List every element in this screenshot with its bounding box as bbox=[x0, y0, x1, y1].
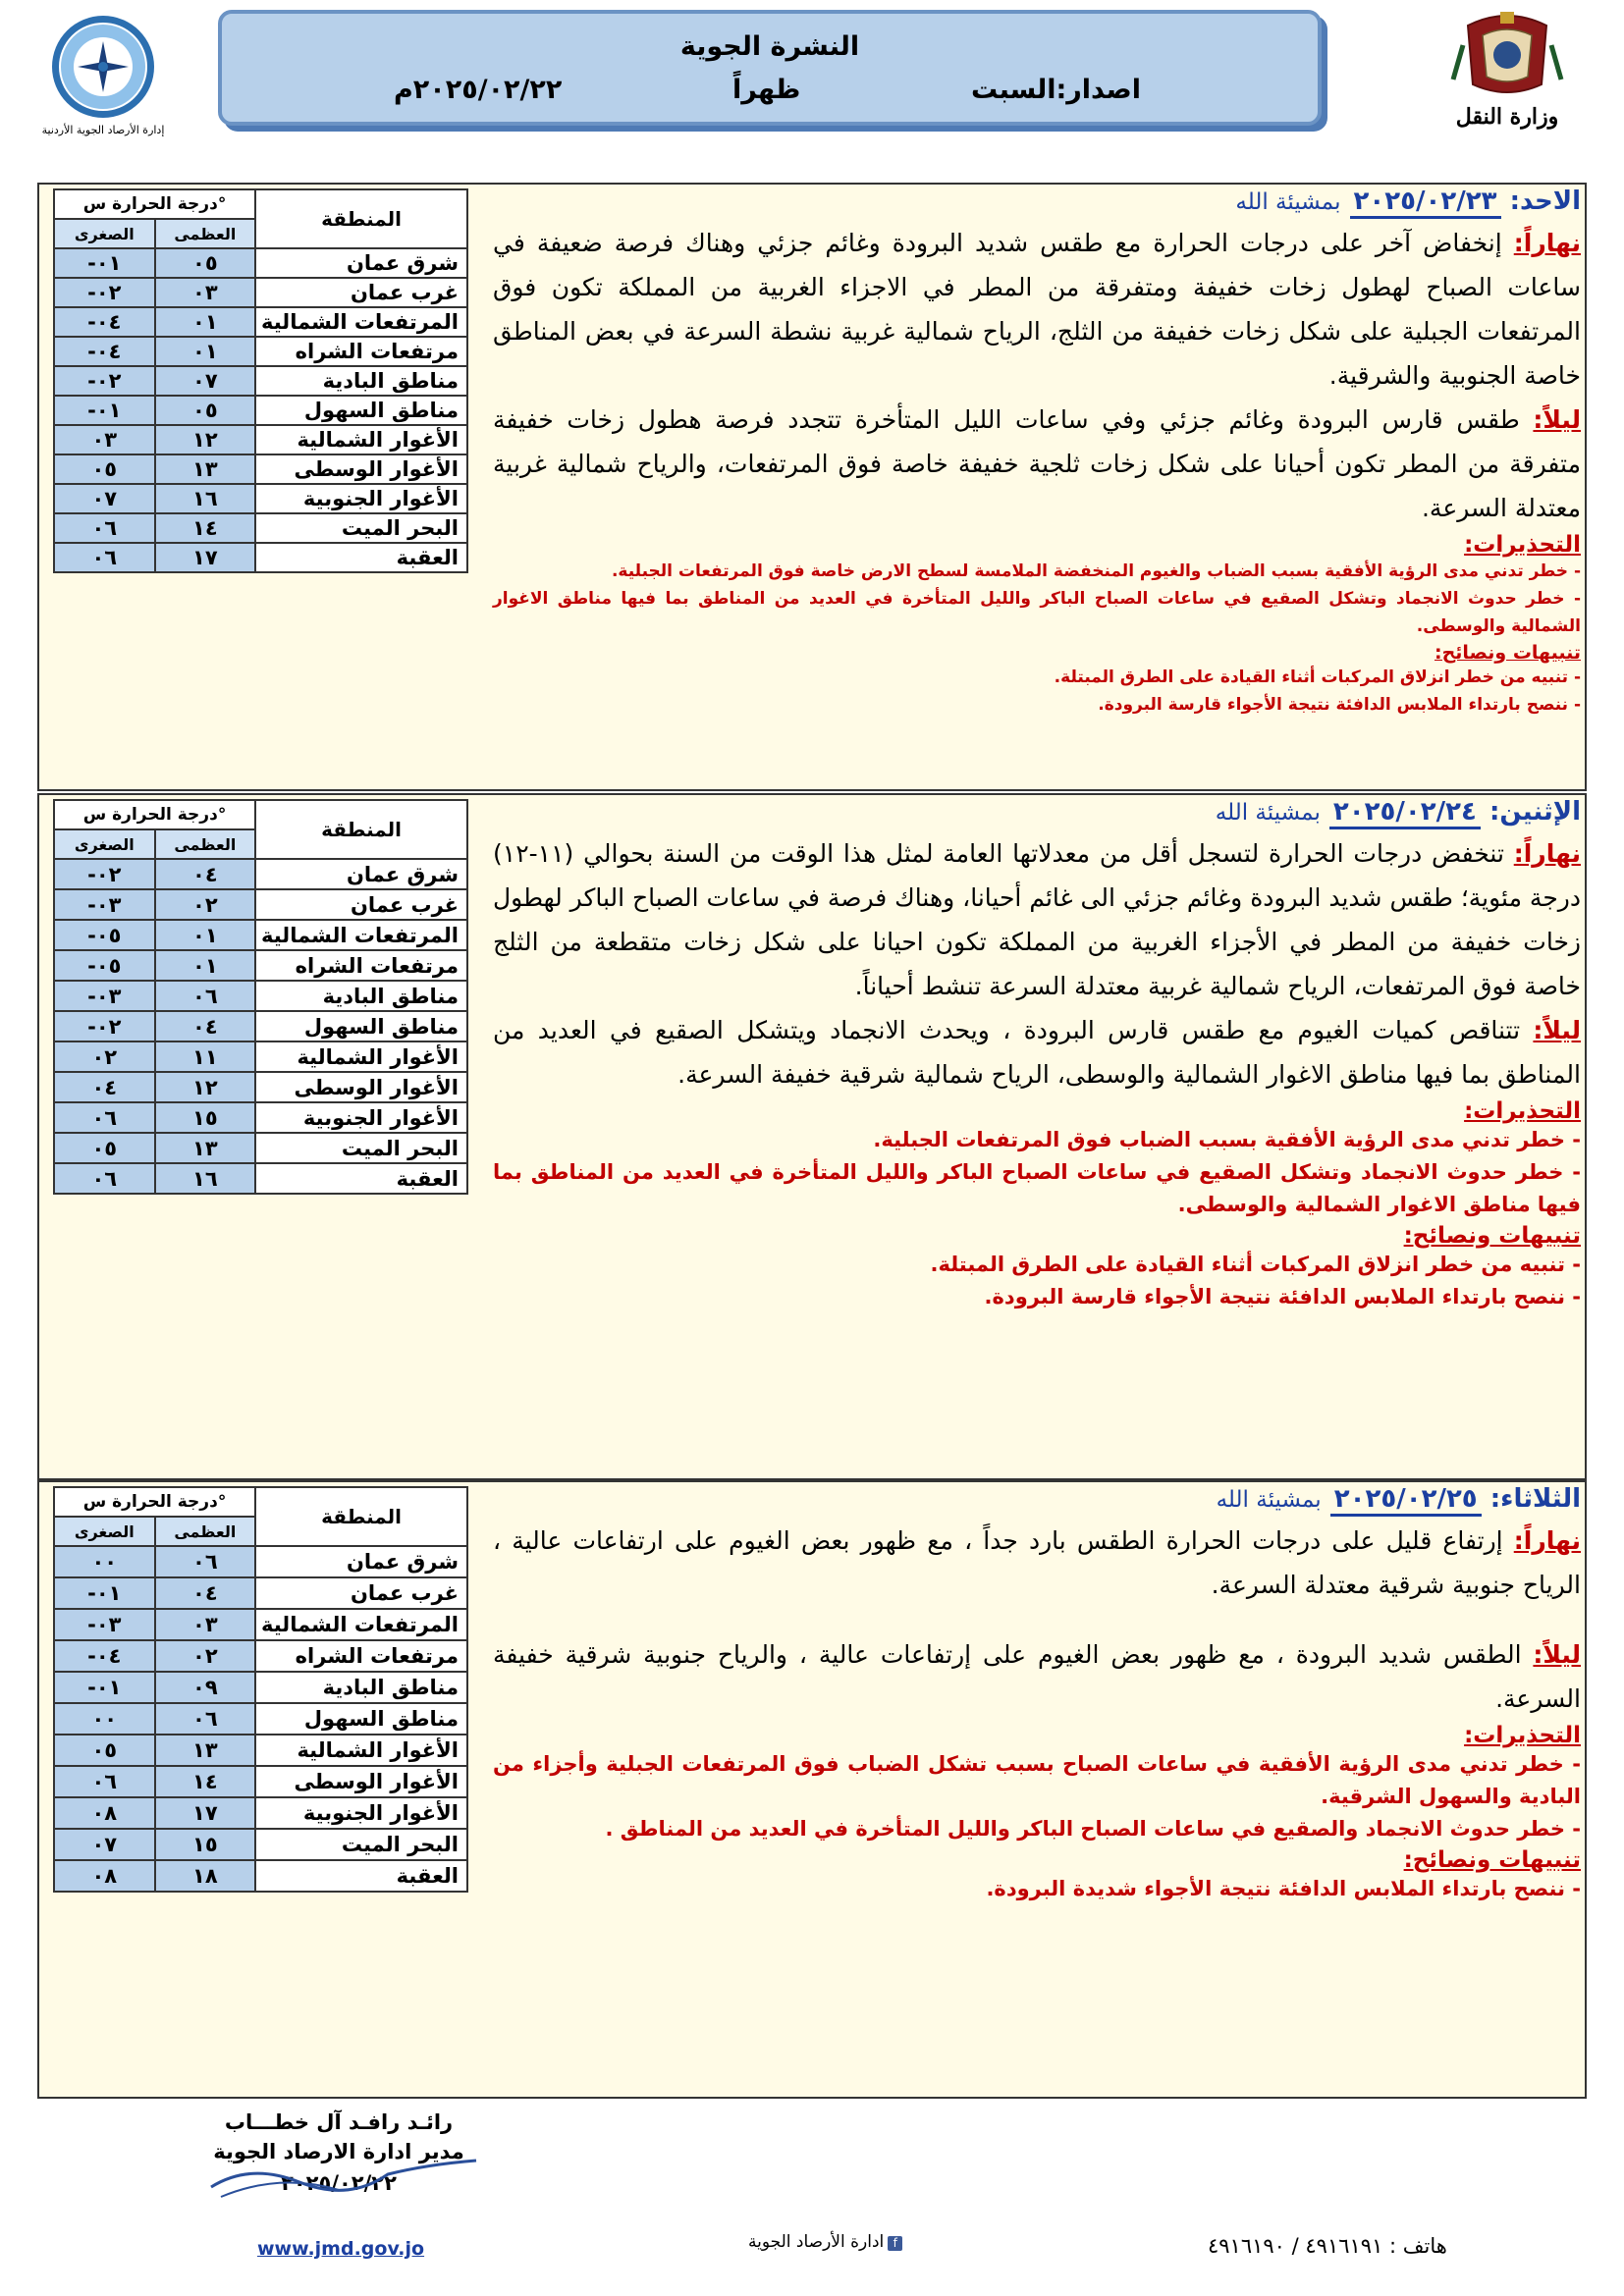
ministry-logo-text: وزارة النقل bbox=[1455, 104, 1559, 130]
max-temp: ٠٦ bbox=[155, 1546, 256, 1577]
day-heading bbox=[493, 797, 1581, 829]
max-temp: ٠١ bbox=[155, 950, 256, 981]
region-name: مرتفعات الشراه bbox=[255, 1640, 467, 1672]
forecast-text bbox=[493, 797, 1581, 1313]
min-temp: ٠٦ bbox=[54, 1163, 155, 1194]
region-name: غرب عمان bbox=[255, 1577, 467, 1609]
max-temp: ١٣ bbox=[155, 454, 256, 484]
day-blessing: بمشيئة الله bbox=[1235, 189, 1341, 215]
temp-row bbox=[54, 513, 467, 543]
region-name: مناطق البادية bbox=[255, 1672, 467, 1703]
night-paragraph bbox=[493, 1008, 1581, 1096]
day-blessing: بمشيئة الله bbox=[1215, 800, 1321, 826]
min-temp: -٠٢ bbox=[54, 1011, 155, 1041]
night-label: ليلاً: bbox=[1533, 405, 1581, 434]
day-heading bbox=[493, 1484, 1581, 1517]
region-name: الأغوار الشمالية bbox=[255, 425, 467, 454]
temp-header: درجة الحرارة س° bbox=[54, 1487, 255, 1517]
warning-item: - خطر تدني مدى الرؤية الأفقية بسبب الضباب فوق المرتفعات الجبلية. bbox=[873, 1128, 1581, 1151]
region-name: العقبة bbox=[255, 1860, 467, 1892]
max-header: العظمى bbox=[155, 219, 256, 248]
signatory-title: مدير ادارة الارصاد الجوية bbox=[213, 2140, 464, 2163]
temp-row bbox=[54, 1735, 467, 1766]
region-name: الأغوار الشمالية bbox=[255, 1735, 467, 1766]
min-temp: -٠١ bbox=[54, 1577, 155, 1609]
tip-item: - ننصح بارتداء الملابس الدافئة نتيجة الأجواء قارسة البرودة. bbox=[1098, 695, 1581, 715]
min-temp: ٠٤ bbox=[54, 1072, 155, 1102]
temp-row bbox=[54, 1703, 467, 1735]
temp-header: درجة الحرارة س° bbox=[54, 800, 255, 829]
day-heading bbox=[493, 187, 1581, 219]
bulletin-title: النشرة الجوية bbox=[679, 31, 860, 62]
temp-row bbox=[54, 1041, 467, 1072]
facebook-icon: f bbox=[888, 2236, 902, 2251]
region-name: غرب عمان bbox=[255, 278, 467, 307]
min-temp: ٠٣ bbox=[54, 425, 155, 454]
daytime-text: تنخفض درجات الحرارة لتسجل أقل من معدلاتها العامة لمثل هذا الوقت من السنة بحوالي (١١-١٢) درجة مئوية؛ طقس شديد البرودة وغائم جزئي الى غائم أحيانا، وهناك فرصة في ساعات الصباح الباكر لهطول زخات خفيفة من المطر في الأجزاء الغربية من المملكة تكون احيانا على شكل زخات متقطعة من الثلج خاصة فوق المرتفعات، الرياح شمالية غربية معتدلة السرعة تنشط أحياناً. bbox=[493, 839, 1581, 1000]
temp-row bbox=[54, 1797, 467, 1829]
spacer bbox=[493, 1607, 1581, 1632]
max-temp: ٠٧ bbox=[155, 366, 256, 396]
max-temp: ١٥ bbox=[155, 1829, 256, 1860]
night-text: تتناقص كميات الغيوم مع طقس قارس البرودة ، ويحدث الانجماد ويتشكل الصقيع في العديد من المناطق بما فيها مناطق الاغوار الشمالية والوسطى، الرياح شمالية شرقية خفيفة السرعة. bbox=[493, 1016, 1581, 1089]
temp-row bbox=[54, 1766, 467, 1797]
facebook-label: ادارة الأرصاد الجوية bbox=[748, 2232, 885, 2252]
max-temp: ٠٥ bbox=[155, 248, 256, 278]
temp-row bbox=[54, 307, 467, 337]
region-name: الأغوار الوسطى bbox=[255, 454, 467, 484]
max-temp: ٠٢ bbox=[155, 1640, 256, 1672]
jmd-logo bbox=[29, 10, 177, 137]
issue-period: ظهراً bbox=[732, 75, 801, 105]
temp-row bbox=[54, 1102, 467, 1133]
max-temp: ١٦ bbox=[155, 484, 256, 513]
min-temp: ٠٦ bbox=[54, 543, 155, 572]
signatory-name: رائـد رافـد آل خطـــاب bbox=[224, 2110, 454, 2134]
temp-row bbox=[54, 1072, 467, 1102]
facebook-link[interactable] bbox=[748, 2232, 902, 2252]
region-name: غرب عمان bbox=[255, 889, 467, 920]
max-temp: ١٧ bbox=[155, 1797, 256, 1829]
region-name: شرق عمان bbox=[255, 859, 467, 889]
warning-item: - خطر تدني مدى الرؤية الأفقية بسبب الضباب والغيوم المنخفضة الملامسة لسطح الارض خاصة فوق المرتفعات الجبلية. bbox=[611, 561, 1581, 581]
min-temp: ٠٨ bbox=[54, 1860, 155, 1892]
min-temp: -٠٢ bbox=[54, 278, 155, 307]
temperature-table bbox=[53, 1486, 468, 1893]
max-temp: ١٤ bbox=[155, 513, 256, 543]
min-temp: ٠٧ bbox=[54, 484, 155, 513]
region-name: شرق عمان bbox=[255, 1546, 467, 1577]
region-name: المرتفعات الشمالية bbox=[255, 307, 467, 337]
temp-row bbox=[54, 337, 467, 366]
max-temp: ١٢ bbox=[155, 425, 256, 454]
tip-item: - تنبيه من خطر انزلاق المركبات أثناء القيادة على الطرق المبتلة. bbox=[930, 1253, 1581, 1276]
day-name: الاحد: bbox=[1509, 187, 1581, 216]
max-temp: ٠٤ bbox=[155, 1577, 256, 1609]
region-name: العقبة bbox=[255, 543, 467, 572]
min-temp: -٠٢ bbox=[54, 859, 155, 889]
region-name: مناطق السهول bbox=[255, 1703, 467, 1735]
min-temp: -٠١ bbox=[54, 248, 155, 278]
night-paragraph bbox=[493, 398, 1581, 530]
temp-row bbox=[54, 1163, 467, 1194]
max-temp: ٠٤ bbox=[155, 1011, 256, 1041]
min-temp: -٠٣ bbox=[54, 1609, 155, 1640]
region-name: مناطق البادية bbox=[255, 981, 467, 1011]
min-temp: ٠٠ bbox=[54, 1703, 155, 1735]
temp-row bbox=[54, 425, 467, 454]
daytime-label: نهاراً: bbox=[1513, 1526, 1581, 1555]
max-temp: ٠١ bbox=[155, 920, 256, 950]
temp-row bbox=[54, 1133, 467, 1163]
temperature-table bbox=[53, 188, 468, 573]
jmd-emblem-icon bbox=[29, 10, 177, 124]
tip-item: - تنبيه من خطر انزلاق المركبات أثناء القيادة على الطرق المبتلة. bbox=[1054, 667, 1581, 687]
tips-title: تنبيهات ونصائح: bbox=[1403, 1223, 1581, 1249]
region-name: مناطق السهول bbox=[255, 396, 467, 425]
region-name: الأغوار الشمالية bbox=[255, 1041, 467, 1072]
region-name: الأغوار الوسطى bbox=[255, 1072, 467, 1102]
min-temp: ٠٦ bbox=[54, 513, 155, 543]
max-temp: ١١ bbox=[155, 1041, 256, 1072]
issue-date: ٢٠٢٥/٠٢/٢٢م bbox=[394, 75, 563, 105]
max-temp: ٠٩ bbox=[155, 1672, 256, 1703]
min-temp: ٠٦ bbox=[54, 1766, 155, 1797]
temp-row bbox=[54, 248, 467, 278]
tips-title: تنبيهات ونصائح: bbox=[1403, 1847, 1581, 1873]
region-name: البحر الميت bbox=[255, 513, 467, 543]
min-temp: ٠٥ bbox=[54, 454, 155, 484]
temp-row bbox=[54, 889, 467, 920]
signature-date: ٢٠٢٥/٠٢/٢٢ bbox=[281, 2171, 397, 2195]
min-temp: -٠٢ bbox=[54, 366, 155, 396]
min-temp: -٠٤ bbox=[54, 337, 155, 366]
tip-item: - ننصح بارتداء الملابس الدافئة نتيجة الأجواء قارسة البرودة. bbox=[984, 1285, 1581, 1308]
temp-row bbox=[54, 920, 467, 950]
min-temp: -٠٥ bbox=[54, 950, 155, 981]
min-header: الصغرى bbox=[54, 219, 155, 248]
max-header: العظمى bbox=[155, 829, 256, 859]
region-header: المنطقة bbox=[255, 1487, 467, 1546]
night-paragraph bbox=[493, 1632, 1581, 1721]
night-text: الطقس شديد البرودة ، مع ظهور بعض الغيوم على إرتفاعات عالية ، والرياح جنوبية شرقية خفيفة السرعة. bbox=[493, 1640, 1581, 1713]
region-name: الأغوار الجنوبية bbox=[255, 1102, 467, 1133]
warning-item: - خطر حدوث الانجماد والصقيع في ساعات الصباح الباكر والليل المتأخرة في العديد من المناطق . bbox=[605, 1817, 1581, 1841]
day-name: الإثنين: bbox=[1489, 797, 1581, 827]
region-name: مناطق البادية bbox=[255, 366, 467, 396]
temp-row bbox=[54, 396, 467, 425]
warnings-title: التحذيرات: bbox=[1464, 1098, 1581, 1124]
temp-row bbox=[54, 1829, 467, 1860]
min-temp: ٠٥ bbox=[54, 1735, 155, 1766]
region-name: المرتفعات الشمالية bbox=[255, 1609, 467, 1640]
max-header: العظمى bbox=[155, 1517, 256, 1546]
handwritten-signature-icon bbox=[191, 2153, 486, 2202]
temp-row bbox=[54, 1640, 467, 1672]
temp-row bbox=[54, 543, 467, 572]
day-paragraph bbox=[493, 221, 1581, 398]
warnings-title: التحذيرات: bbox=[1464, 1723, 1581, 1748]
min-temp: ٠٥ bbox=[54, 1133, 155, 1163]
temp-row bbox=[54, 1011, 467, 1041]
daytime-text: إنخفاض آخر على درجات الحرارة مع طقس شديد البرودة وغائم جزئي وهناك فرصة ضعيفة في ساعات الصباح لهطول زخات خفيفة ومتفرقة من المطر في الاجزاء الغربية من المملكة تكون فوق المرتفعات الجبلية على شكل زخات خفيفة من الثلج، الرياح شمالية غربية نشطة السرعة في بعض المناطق خاصة الجنوبية والشرقية. bbox=[493, 229, 1581, 390]
temp-row bbox=[54, 1672, 467, 1703]
temp-row bbox=[54, 366, 467, 396]
daytime-text: إرتفاع قليل على درجات الحرارة الطقس بارد جداً ، مع ظهور بعض الغيوم على ارتفاعات عالية ، الرياح جنوبية شرقية معتدلة السرعة. bbox=[493, 1526, 1581, 1599]
warning-item: - خطر حدوث الانجماد وتشكل الصقيع في ساعات الصباح الباكر والليل المتأخرة في العديد من المناطق بما فيها مناطق الاغوار الشمالية والوسطى. bbox=[493, 589, 1581, 636]
temp-row bbox=[54, 859, 467, 889]
night-text: طقس قارس البرودة وغائم جزئي وفي ساعات الليل المتأخرة تتجدد فرصة هطول زخات خفيفة متفرقة من المطر تكون أحيانا على شكل زخات ثلجية خفيفة خاصة فوق المرتفعات، والرياح شمالية غربية معتدلة السرعة. bbox=[493, 405, 1581, 522]
region-name: شرق عمان bbox=[255, 248, 467, 278]
max-temp: ١٢ bbox=[155, 1072, 256, 1102]
max-temp: ٠٣ bbox=[155, 1609, 256, 1640]
temp-row bbox=[54, 484, 467, 513]
warning-item: - خطر حدوث الانجماد وتشكل الصقيع في ساعات الصباح الباكر والليل المتأخرة في العديد من المناطق بما فيها مناطق الاغوار الشمالية والوسطى. bbox=[493, 1160, 1581, 1216]
region-name: مناطق السهول bbox=[255, 1011, 467, 1041]
min-temp: -٠١ bbox=[54, 396, 155, 425]
temp-row bbox=[54, 1546, 467, 1577]
region-name: مرتفعات الشراه bbox=[255, 337, 467, 366]
min-temp: ٠٨ bbox=[54, 1797, 155, 1829]
region-name: الأغوار الوسطى bbox=[255, 1766, 467, 1797]
day-forecast-1 bbox=[37, 183, 1587, 791]
max-temp: ١٣ bbox=[155, 1133, 256, 1163]
min-temp: -٠١ bbox=[54, 1672, 155, 1703]
max-temp: ٠١ bbox=[155, 337, 256, 366]
temp-row bbox=[54, 1609, 467, 1640]
day-paragraph bbox=[493, 1519, 1581, 1607]
max-temp: ١٧ bbox=[155, 543, 256, 572]
temp-row bbox=[54, 1577, 467, 1609]
temp-row bbox=[54, 1860, 467, 1892]
min-temp: ٠٢ bbox=[54, 1041, 155, 1072]
tip-item: - ننصح بارتداء الملابس الدافئة نتيجة الأجواء شديدة البرودة. bbox=[986, 1877, 1581, 1900]
max-temp: ١٥ bbox=[155, 1102, 256, 1133]
region-header: المنطقة bbox=[255, 189, 467, 248]
max-temp: ٠٦ bbox=[155, 1703, 256, 1735]
region-name: الأغوار الجنوبية bbox=[255, 1797, 467, 1829]
region-name: البحر الميت bbox=[255, 1829, 467, 1860]
min-header: الصغرى bbox=[54, 829, 155, 859]
day-blessing: بمشيئة الله bbox=[1216, 1487, 1322, 1513]
temp-row bbox=[54, 454, 467, 484]
min-temp: -٠٤ bbox=[54, 307, 155, 337]
region-name: المرتفعات الشمالية bbox=[255, 920, 467, 950]
max-temp: ٠٥ bbox=[155, 396, 256, 425]
bulletin-banner bbox=[218, 10, 1322, 126]
daytime-label: نهاراً: bbox=[1513, 229, 1581, 257]
region-name: الأغوار الجنوبية bbox=[255, 484, 467, 513]
coat-of-arms-icon bbox=[1424, 6, 1591, 104]
max-temp: ١٤ bbox=[155, 1766, 256, 1797]
min-temp: -٠٤ bbox=[54, 1640, 155, 1672]
min-temp: ٠٦ bbox=[54, 1102, 155, 1133]
min-temp: -٠٣ bbox=[54, 889, 155, 920]
temp-header: درجة الحرارة س° bbox=[54, 189, 255, 219]
website-link[interactable]: www.jmd.gov.jo bbox=[257, 2238, 425, 2260]
day-paragraph bbox=[493, 831, 1581, 1008]
tips-title: تنبيهات ونصائح: bbox=[1434, 642, 1581, 664]
issue-day: اصدار:السبت bbox=[970, 75, 1141, 105]
max-temp: ٠٢ bbox=[155, 889, 256, 920]
day-date: ٢٠٢٥/٠٢/٢٥ bbox=[1330, 1484, 1482, 1517]
forecast-text bbox=[493, 1484, 1581, 1905]
max-temp: ٠٤ bbox=[155, 859, 256, 889]
region-name: مرتفعات الشراه bbox=[255, 950, 467, 981]
night-label: ليلاً: bbox=[1533, 1016, 1581, 1044]
temp-row bbox=[54, 981, 467, 1011]
max-temp: ١٣ bbox=[155, 1735, 256, 1766]
page-header bbox=[0, 0, 1624, 147]
min-temp: ٠٧ bbox=[54, 1829, 155, 1860]
min-temp: -٠٣ bbox=[54, 981, 155, 1011]
day-forecast-3 bbox=[37, 1480, 1587, 2099]
night-label: ليلاً: bbox=[1533, 1640, 1581, 1669]
day-date: ٢٠٢٥/٠٢/٢٤ bbox=[1329, 797, 1481, 829]
forecast-text bbox=[493, 187, 1581, 719]
temp-row bbox=[54, 278, 467, 307]
min-temp: ٠٠ bbox=[54, 1546, 155, 1577]
max-temp: ٠١ bbox=[155, 307, 256, 337]
phone-numbers: هاتف : ٤٩١٦١٩١ / ٤٩١٦١٩٠ bbox=[1208, 2234, 1447, 2258]
max-temp: ٠٣ bbox=[155, 278, 256, 307]
max-temp: ١٦ bbox=[155, 1163, 256, 1194]
daytime-label: نهاراً: bbox=[1513, 839, 1581, 868]
day-date: ٢٠٢٥/٠٢/٢٣ bbox=[1350, 187, 1501, 219]
day-name: الثلاثاء: bbox=[1489, 1484, 1581, 1514]
warnings-title: التحذيرات: bbox=[1464, 532, 1581, 558]
max-temp: ٠٦ bbox=[155, 981, 256, 1011]
day-forecast-2 bbox=[37, 793, 1587, 1480]
temp-row bbox=[54, 950, 467, 981]
max-temp: ١٨ bbox=[155, 1860, 256, 1892]
jmd-caption: إدارة الأرصاد الجوية الأردنية bbox=[41, 124, 165, 136]
ministry-logo bbox=[1424, 6, 1591, 135]
temperature-table bbox=[53, 799, 468, 1195]
min-header: الصغرى bbox=[54, 1517, 155, 1546]
region-header: المنطقة bbox=[255, 800, 467, 859]
region-name: العقبة bbox=[255, 1163, 467, 1194]
min-temp: -٠٥ bbox=[54, 920, 155, 950]
warning-item: - خطر تدني مدى الرؤية الأفقية في ساعات الصباح بسبب تشكل الضباب فوق المرتفعات الجبلية وأجزاء من البادية والسهول الشرقية. bbox=[493, 1752, 1581, 1808]
region-name: البحر الميت bbox=[255, 1133, 467, 1163]
